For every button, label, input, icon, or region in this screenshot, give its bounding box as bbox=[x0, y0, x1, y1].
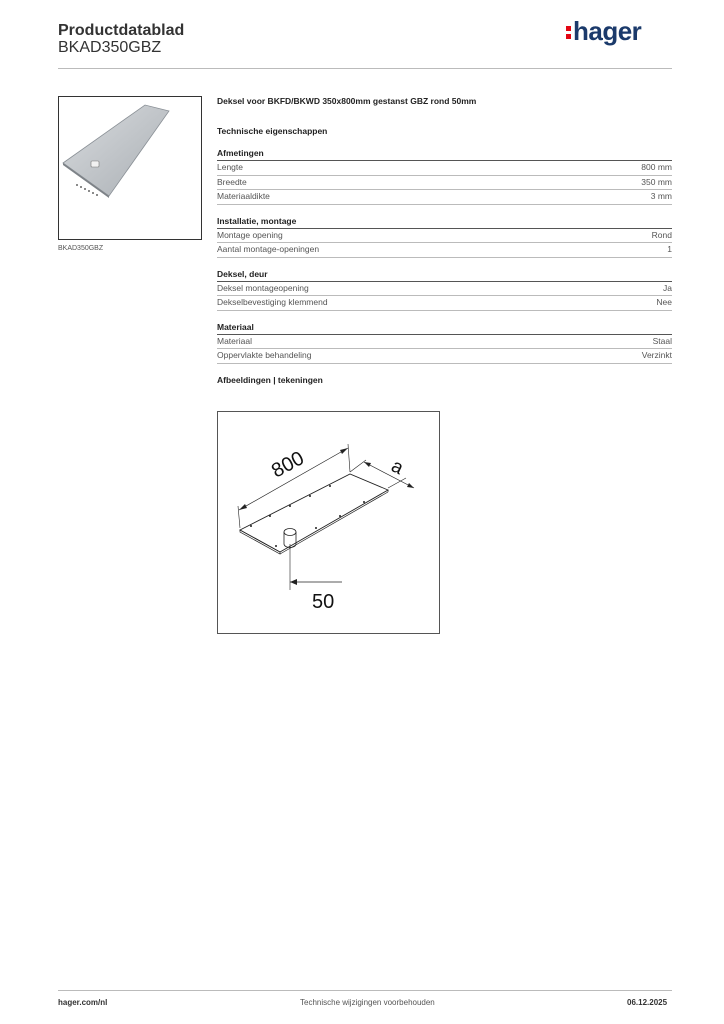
product-image bbox=[58, 96, 202, 240]
plate-edge bbox=[240, 530, 280, 554]
tech-heading: Technische eigenschappen bbox=[217, 126, 328, 136]
spec-row bbox=[217, 296, 672, 311]
section-title: Materiaal bbox=[217, 322, 672, 335]
header-divider bbox=[58, 68, 672, 69]
footer-website-link[interactable]: hager.com/nl bbox=[58, 998, 108, 1007]
section-installatie bbox=[217, 216, 672, 258]
spec-row bbox=[217, 176, 672, 191]
spec-row bbox=[217, 229, 672, 244]
spec-label: Aantal montage-openingen bbox=[217, 244, 320, 254]
spec-value: Ja bbox=[663, 282, 672, 293]
footer-date: 06.12.2025 bbox=[627, 998, 668, 1007]
images-heading: Afbeeldingen | tekeningen bbox=[217, 374, 323, 385]
spec-label: Breedte bbox=[217, 176, 247, 187]
section-deksel bbox=[217, 269, 672, 311]
spec-row bbox=[217, 243, 672, 258]
logo-text: hager bbox=[573, 16, 642, 46]
technical-drawing bbox=[217, 411, 440, 634]
footer-notice: Technische wijzigingen voorbehouden bbox=[300, 998, 435, 1007]
footer-divider bbox=[58, 990, 672, 991]
section-title: Afmetingen bbox=[217, 148, 672, 161]
width-dimension-label: a bbox=[387, 455, 407, 480]
image-caption: BKAD350GBZ bbox=[58, 245, 104, 252]
dimension-drawing bbox=[218, 412, 439, 633]
spec-label: Deksel montageopening bbox=[217, 282, 309, 293]
spec-value: 3 mm bbox=[650, 191, 672, 201]
section-title: Deksel, deur bbox=[217, 269, 672, 282]
spec-row bbox=[217, 349, 672, 364]
spec-value: 350 mm bbox=[641, 176, 672, 187]
spec-label: Lengte bbox=[217, 162, 243, 172]
spec-value: 800 mm bbox=[641, 162, 672, 172]
spec-row bbox=[217, 335, 672, 350]
page-title: Productdatablad bbox=[58, 22, 185, 39]
product-code: BKAD350GBZ bbox=[58, 39, 162, 56]
spec-value: Staal bbox=[652, 335, 672, 346]
spec-label: Materiaal bbox=[217, 335, 252, 346]
spec-row bbox=[217, 161, 672, 176]
spec-row bbox=[217, 282, 672, 297]
section-afmetingen bbox=[217, 148, 672, 205]
plate-outline bbox=[240, 474, 388, 552]
spec-content bbox=[217, 96, 672, 385]
product-description: Deksel voor BKFD/BKWD 350x800mm gestanst GBZ rond 50mm bbox=[217, 96, 477, 106]
spec-value: Rond bbox=[651, 229, 672, 240]
spec-value: 1 bbox=[667, 244, 672, 254]
cover-plate-photo bbox=[59, 97, 201, 239]
spec-value: Verzinkt bbox=[641, 350, 672, 360]
logo-dots-icon bbox=[566, 26, 572, 42]
spec-label: Dekselbevestiging klemmend bbox=[217, 297, 328, 307]
section-title: Installatie, montage bbox=[217, 216, 672, 229]
length-dimension-label: 800 bbox=[268, 447, 308, 483]
round-opening bbox=[284, 529, 296, 536]
spec-value: Nee bbox=[656, 297, 672, 307]
spec-label: Oppervlakte behandeling bbox=[217, 350, 312, 360]
hager-logo bbox=[566, 16, 641, 47]
spec-label: Materiaaldikte bbox=[217, 191, 270, 201]
section-materiaal bbox=[217, 322, 672, 364]
spec-label: Montage opening bbox=[217, 229, 283, 240]
hole-dimension-label: 50 bbox=[312, 591, 335, 613]
spec-row bbox=[217, 190, 672, 205]
